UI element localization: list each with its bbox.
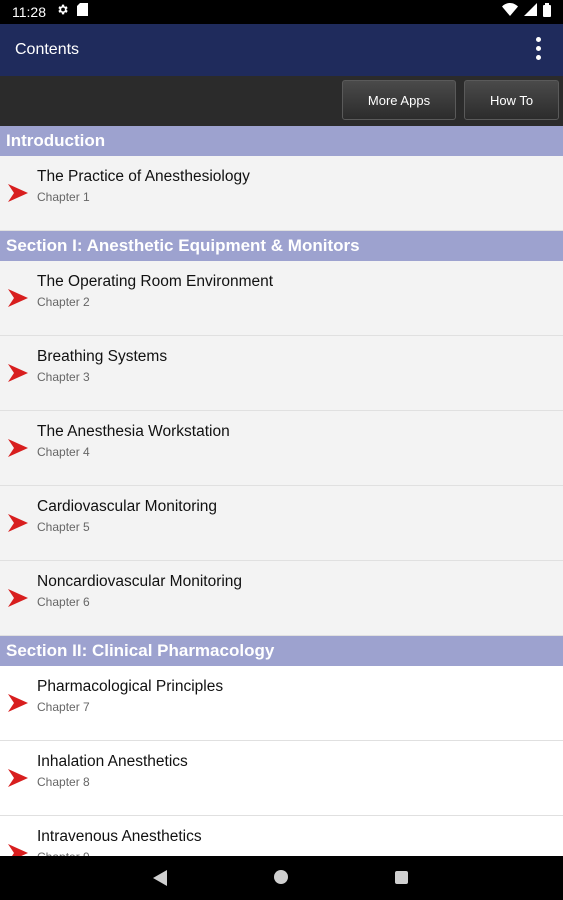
status-right-icons (502, 5, 551, 19)
chapter-row[interactable] (0, 666, 563, 741)
chapter-row[interactable] (0, 411, 563, 486)
chapter-number: Chapter 6 (37, 595, 90, 609)
recents-icon[interactable] (395, 871, 408, 884)
battery-icon (543, 3, 551, 22)
chapter-number: Chapter 2 (37, 295, 90, 309)
chapter-title: Inhalation Anesthetics (37, 753, 188, 770)
chevron-right-icon (8, 363, 28, 383)
how-to-button[interactable]: How To (464, 80, 559, 120)
app-bar (0, 24, 563, 76)
chapter-number: Chapter 3 (37, 370, 90, 384)
chevron-right-icon (8, 693, 28, 713)
section-header: Introduction (0, 126, 563, 156)
section-header: Section II: Clinical Pharmacology (0, 636, 563, 666)
chevron-right-icon (8, 588, 28, 608)
chapter-row[interactable] (0, 156, 563, 231)
chapter-number: Chapter 8 (37, 775, 90, 789)
chapter-number: Chapter 4 (37, 445, 90, 459)
overflow-menu-icon[interactable] (531, 37, 545, 63)
status-bar (0, 0, 563, 24)
chapter-title: Cardiovascular Monitoring (37, 498, 218, 515)
chapter-row[interactable] (0, 261, 563, 336)
chapter-number: Chapter 7 (37, 700, 90, 714)
chapter-row[interactable] (0, 486, 563, 561)
toolbar (0, 76, 563, 126)
navigation-bar (0, 856, 563, 900)
chapter-title: Intravenous Anesthetics (37, 828, 202, 845)
chapter-number: Chapter 1 (37, 190, 90, 204)
chapter-title: The Operating Room Environment (37, 273, 274, 290)
chapter-number: Chapter 5 (37, 520, 90, 534)
chapter-row[interactable] (0, 561, 563, 636)
signal-icon (524, 3, 537, 21)
wifi-icon (502, 3, 518, 21)
chevron-right-icon (8, 288, 28, 308)
home-icon[interactable] (274, 870, 288, 884)
chapter-title: Noncardiovascular Monitoring (37, 573, 243, 590)
chevron-right-icon (8, 183, 28, 203)
more-apps-button[interactable]: More Apps (342, 80, 456, 120)
chapter-title: The Anesthesia Workstation (37, 423, 230, 440)
sd-card-icon (77, 3, 88, 21)
chevron-right-icon (8, 768, 28, 788)
chapter-row[interactable] (0, 336, 563, 411)
status-left-icons (56, 5, 88, 19)
page-title: Contents (15, 41, 80, 58)
status-time: 11:28 (12, 4, 46, 20)
back-icon[interactable] (153, 870, 167, 891)
gear-icon (56, 3, 69, 21)
chevron-right-icon (8, 513, 28, 533)
chapter-title: Breathing Systems (37, 348, 168, 365)
chapter-row[interactable] (0, 741, 563, 816)
contents-list[interactable] (0, 126, 563, 856)
chapter-title: The Practice of Anesthesiology (37, 168, 250, 185)
chevron-right-icon (8, 438, 28, 458)
chapter-title: Pharmacological Principles (37, 678, 224, 695)
section-header: Section I: Anesthetic Equipment & Monitors (0, 231, 563, 261)
